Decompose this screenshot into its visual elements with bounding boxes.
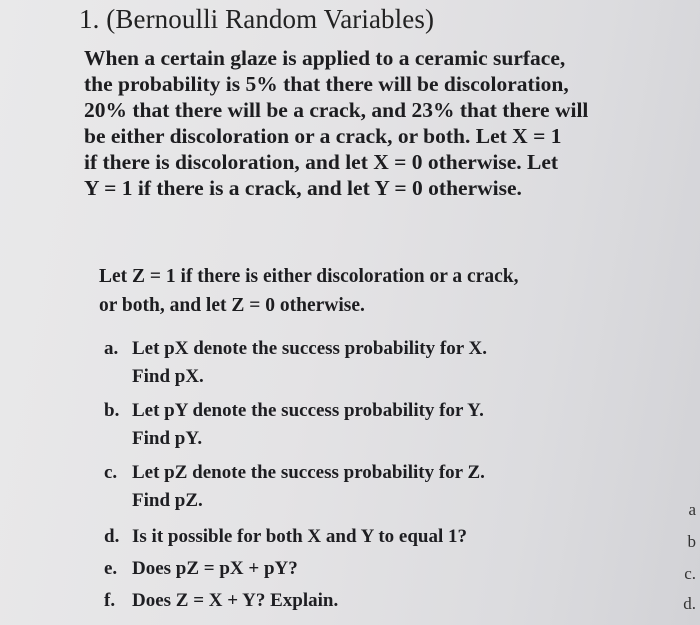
statement-line: if there is discoloration, and let X = 0 otherwise. Let <box>84 150 559 174</box>
part-label: a. <box>104 338 119 359</box>
statement-line: Y = 1 if there is a crack, and let Y = 0 otherwise. <box>84 176 522 200</box>
part-b <box>104 400 484 422</box>
z-definition <box>99 262 518 320</box>
part-e <box>104 558 298 580</box>
part-label: c. <box>104 462 118 483</box>
problem-title: 1. (Bernoulli Random Variables) <box>79 4 435 34</box>
part-d <box>104 526 467 548</box>
part-text: Is it possible for both X and Y to equal 1? <box>132 526 468 547</box>
margin-fragment: c. <box>684 564 696 583</box>
part-label: e. <box>104 558 118 579</box>
part-label: d. <box>104 526 120 547</box>
statement-line: the probability is 5% that there will be discoloration, <box>84 72 569 96</box>
statement-line: 20% that there will be a crack, and 23% that there will <box>84 98 589 122</box>
part-a-cont: Find pX. <box>132 366 204 387</box>
part-text: Does pZ = pX + pY? <box>132 558 298 579</box>
problem-statement <box>84 45 588 201</box>
margin-fragment: a <box>688 500 696 519</box>
z-line: or both, and let Z = 0 otherwise. <box>99 295 365 316</box>
part-label: b. <box>104 400 120 421</box>
part-c <box>104 462 485 484</box>
part-text: Let pY denote the success probability for Y. <box>132 400 484 421</box>
part-a <box>104 338 487 360</box>
part-b-cont: Find pY. <box>132 428 203 449</box>
statement-line: When a certain glaze is applied to a ceramic surface, <box>84 46 566 70</box>
part-text: Let pX denote the success probability for X. <box>132 338 488 359</box>
part-label: f. <box>104 590 116 611</box>
margin-fragment: d. <box>683 594 696 613</box>
part-f <box>104 590 338 612</box>
margin-fragment: b <box>687 532 696 551</box>
part-c-cont: Find pZ. <box>132 490 203 511</box>
part-text: Let pZ denote the success probability for Z. <box>132 462 485 483</box>
z-line: Let Z = 1 if there is either discoloration or a crack, <box>99 266 519 287</box>
statement-line: be either discoloration or a crack, or both. Let X = 1 <box>84 124 562 148</box>
part-text: Does Z = X + Y? Explain. <box>132 590 339 611</box>
